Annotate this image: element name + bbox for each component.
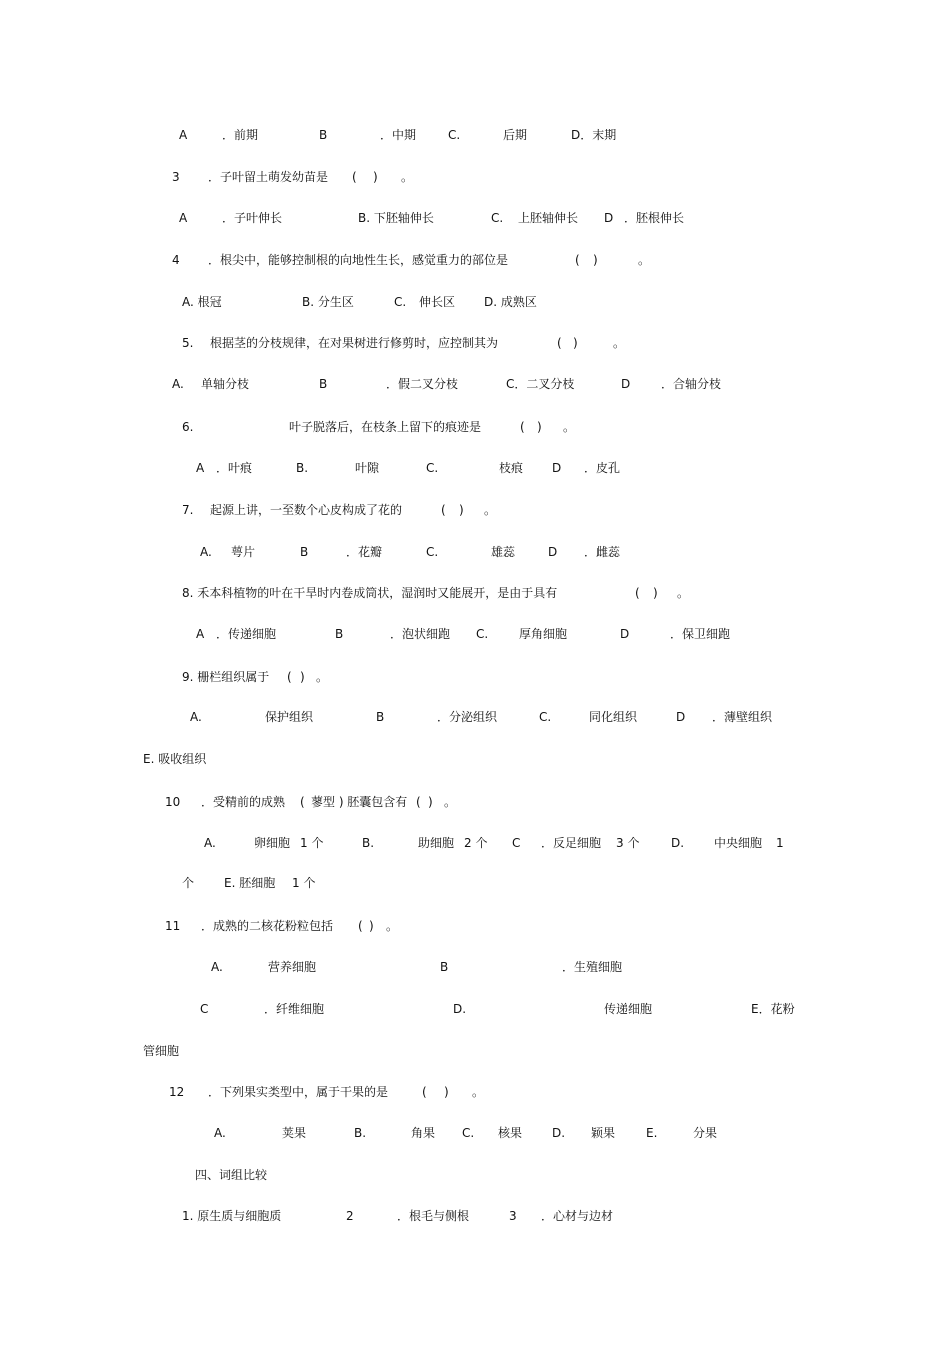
text-segment: 。 xyxy=(613,336,626,350)
text-segment: 分果 xyxy=(693,1126,718,1140)
text-segment: D xyxy=(604,211,614,225)
text-segment: D．末期 xyxy=(571,128,617,142)
text-segment: ．心材与边材 xyxy=(541,1209,614,1223)
text-segment: 蓼型 ) 胚囊包含有 xyxy=(311,795,408,809)
text-segment: ．合轴分枝 xyxy=(661,377,722,391)
text-segment: ) xyxy=(537,420,542,434)
text-segment: 叶隙 xyxy=(355,461,380,475)
text-segment: 。 xyxy=(484,503,497,517)
text-segment: 。 xyxy=(472,1085,485,1099)
text-segment: 3 个 xyxy=(616,836,640,850)
text-segment: D. xyxy=(453,1002,467,1016)
text-segment: 上胚轴伸长 xyxy=(518,211,579,225)
text-segment: ( xyxy=(352,170,357,184)
text-segment: ．传递细胞 xyxy=(216,627,277,641)
text-segment: A. xyxy=(200,545,212,559)
text-segment: ( xyxy=(416,795,421,809)
text-segment: ( xyxy=(520,420,525,434)
text-segment: 根据茎的分枝规律，在对果树进行修剪时，应控制其为 xyxy=(210,336,499,350)
text-segment: ( xyxy=(358,919,363,933)
text-segment: B. xyxy=(354,1126,367,1140)
text-segment: 核果 xyxy=(498,1126,523,1140)
text-segment: C. xyxy=(448,128,461,142)
text-segment: 1 xyxy=(776,836,784,850)
text-segment: ．分泌组织 xyxy=(437,710,498,724)
text-segment: ．假二叉分枝 xyxy=(386,377,459,391)
text-segment: ( xyxy=(575,253,580,267)
text-segment: 12 xyxy=(169,1085,185,1099)
text-segment: B xyxy=(300,545,309,559)
text-segment: 厚角细胞 xyxy=(519,627,568,641)
text-segment: D. xyxy=(552,1126,566,1140)
text-segment: 2 个 xyxy=(464,836,488,850)
text-segment: ．反足细胞 xyxy=(541,836,602,850)
text-segment: 雄蕊 xyxy=(491,545,516,559)
text-segment: ) xyxy=(444,1085,449,1099)
text-segment: 。 xyxy=(638,253,651,267)
text-segment: A. xyxy=(214,1126,226,1140)
text-segment: B. 下胚轴伸长 xyxy=(358,211,434,225)
text-segment: 2 xyxy=(346,1209,354,1223)
text-segment: ．下列果实类型中，属于干果的是 xyxy=(208,1085,389,1099)
text-segment: ) xyxy=(300,670,305,684)
text-segment: A. xyxy=(172,377,184,391)
text-segment: ．子叶伸长 xyxy=(222,211,283,225)
text-segment: 起源上讲，一至数个心皮构成了花的 xyxy=(210,503,403,517)
text-segment: D xyxy=(552,461,562,475)
text-segment: B xyxy=(319,377,328,391)
text-segment: 9. 栅栏组织属于 xyxy=(182,670,270,684)
text-segment: 同化组织 xyxy=(589,710,638,724)
text-segment: 7. xyxy=(182,503,194,517)
text-segment: C. xyxy=(491,211,504,225)
text-segment: C. xyxy=(539,710,552,724)
text-segment: ．根毛与侧根 xyxy=(397,1209,470,1223)
text-segment: 卵细胞 xyxy=(254,836,291,850)
text-segment: D xyxy=(548,545,558,559)
text-segment: 1. 原生质与细胞质 xyxy=(182,1209,282,1223)
text-segment: B. xyxy=(362,836,375,850)
text-segment: 10 xyxy=(165,795,181,809)
text-segment: 。 xyxy=(386,919,399,933)
text-segment: D. 成熟区 xyxy=(484,295,537,309)
text-segment: 。 xyxy=(401,170,414,184)
text-segment: 3 xyxy=(509,1209,517,1223)
text-segment: A xyxy=(179,211,188,225)
text-segment: ) xyxy=(369,919,374,933)
text-segment: B. 分生区 xyxy=(302,295,354,309)
text-segment: 传递细胞 xyxy=(604,1002,653,1016)
text-segment: ．纤维细胞 xyxy=(264,1002,325,1016)
text-segment: A. xyxy=(204,836,216,850)
text-segment: 8. 禾本科植物的叶在干旱时内卷成筒状，湿润时又能展开，是由于具有 xyxy=(182,586,558,600)
text-segment: 3 xyxy=(172,170,180,184)
text-segment: 营养细胞 xyxy=(268,960,317,974)
text-segment: ( xyxy=(441,503,446,517)
text-segment: ．胚根伸长 xyxy=(624,211,685,225)
text-segment: B xyxy=(335,627,344,641)
text-segment: 单轴分枝 xyxy=(201,377,250,391)
text-segment: 保护组织 xyxy=(265,710,314,724)
text-segment: C．二叉分枝 xyxy=(506,377,575,391)
text-segment: ) xyxy=(373,170,378,184)
text-segment: ．子叶留土萌发幼苗是 xyxy=(208,170,329,184)
text-segment: ( xyxy=(422,1085,427,1099)
text-segment: 颖果 xyxy=(591,1126,616,1140)
text-segment: 荚果 xyxy=(282,1126,307,1140)
text-segment: 11 xyxy=(165,919,181,933)
text-segment: ) xyxy=(428,795,433,809)
text-segment: C xyxy=(200,1002,209,1016)
text-segment: 4 xyxy=(172,253,180,267)
text-segment: E．花粉 xyxy=(751,1002,795,1016)
text-segment: ．雌蕊 xyxy=(584,545,621,559)
text-segment: C. xyxy=(394,295,407,309)
text-segment: E. 胚细胞 xyxy=(224,876,276,890)
text-segment: 叶子脱落后，在枝条上留下的痕迹是 xyxy=(289,420,482,434)
text-segment: A. 根冠 xyxy=(182,295,222,309)
text-segment: E. 吸收组织 xyxy=(143,752,207,766)
text-segment: ( xyxy=(287,670,292,684)
text-segment: ．中期 xyxy=(380,128,417,142)
text-segment: C. xyxy=(476,627,489,641)
text-segment: ) xyxy=(653,586,658,600)
text-segment: ( xyxy=(635,586,640,600)
text-segment: ( xyxy=(300,795,305,809)
text-segment: ．花瓣 xyxy=(346,545,383,559)
text-segment: C xyxy=(512,836,521,850)
text-segment: A xyxy=(179,128,188,142)
text-segment: ．生殖细胞 xyxy=(562,960,623,974)
text-segment: 1 个 xyxy=(292,876,316,890)
text-segment: D. xyxy=(671,836,685,850)
text-segment: 。 xyxy=(677,586,690,600)
text-segment: 萼片 xyxy=(231,545,256,559)
text-segment: E. xyxy=(646,1126,658,1140)
text-segment: B xyxy=(376,710,385,724)
text-segment: 角果 xyxy=(411,1126,436,1140)
text-segment: ) xyxy=(573,336,578,350)
text-segment: D xyxy=(620,627,630,641)
text-segment: A xyxy=(196,461,205,475)
text-segment: B. xyxy=(296,461,309,475)
text-segment: ( xyxy=(557,336,562,350)
text-segment: C. xyxy=(426,545,439,559)
text-segment: B xyxy=(319,128,328,142)
text-segment: D xyxy=(621,377,631,391)
text-segment: ．根尖中，能够控制根的向地性生长，感觉重力的部位是 xyxy=(208,253,509,267)
text-segment: ．泡状细跑 xyxy=(390,627,451,641)
text-segment: ．受精前的成熟 xyxy=(201,795,286,809)
text-segment: C. xyxy=(462,1126,475,1140)
text-segment: A. xyxy=(211,960,223,974)
text-segment: ．薄壁组织 xyxy=(712,710,773,724)
text-segment: ．皮孔 xyxy=(584,461,621,475)
text-segment: 助细胞 xyxy=(418,836,455,850)
text-segment: ．前期 xyxy=(222,128,259,142)
text-segment: 中央细胞 xyxy=(714,836,763,850)
text-segment: D xyxy=(676,710,686,724)
text-segment: B xyxy=(440,960,449,974)
text-segment: A xyxy=(196,627,205,641)
text-segment: 5. xyxy=(182,336,194,350)
text-segment: A. xyxy=(190,710,202,724)
text-segment: ．保卫细跑 xyxy=(670,627,731,641)
text-segment: 1 个 xyxy=(300,836,324,850)
text-segment: ．叶痕 xyxy=(216,461,253,475)
text-segment: 。 xyxy=(563,420,576,434)
text-segment: ) xyxy=(459,503,464,517)
text-segment: 后期 xyxy=(503,128,528,142)
text-segment: 枝痕 xyxy=(499,461,524,475)
text-segment: ) xyxy=(593,253,598,267)
text-segment: C. xyxy=(426,461,439,475)
text-segment: 管细胞 xyxy=(143,1044,180,1058)
text-segment: ．成熟的二核花粉粒包括 xyxy=(201,919,334,933)
text-segment: 伸长区 xyxy=(419,295,456,309)
text-segment: 。 xyxy=(316,670,329,684)
text-segment: 个 xyxy=(182,876,195,890)
text-segment: 。 xyxy=(444,795,457,809)
text-segment: 四、词组比较 xyxy=(195,1168,268,1182)
text-segment: 6. xyxy=(182,420,194,434)
